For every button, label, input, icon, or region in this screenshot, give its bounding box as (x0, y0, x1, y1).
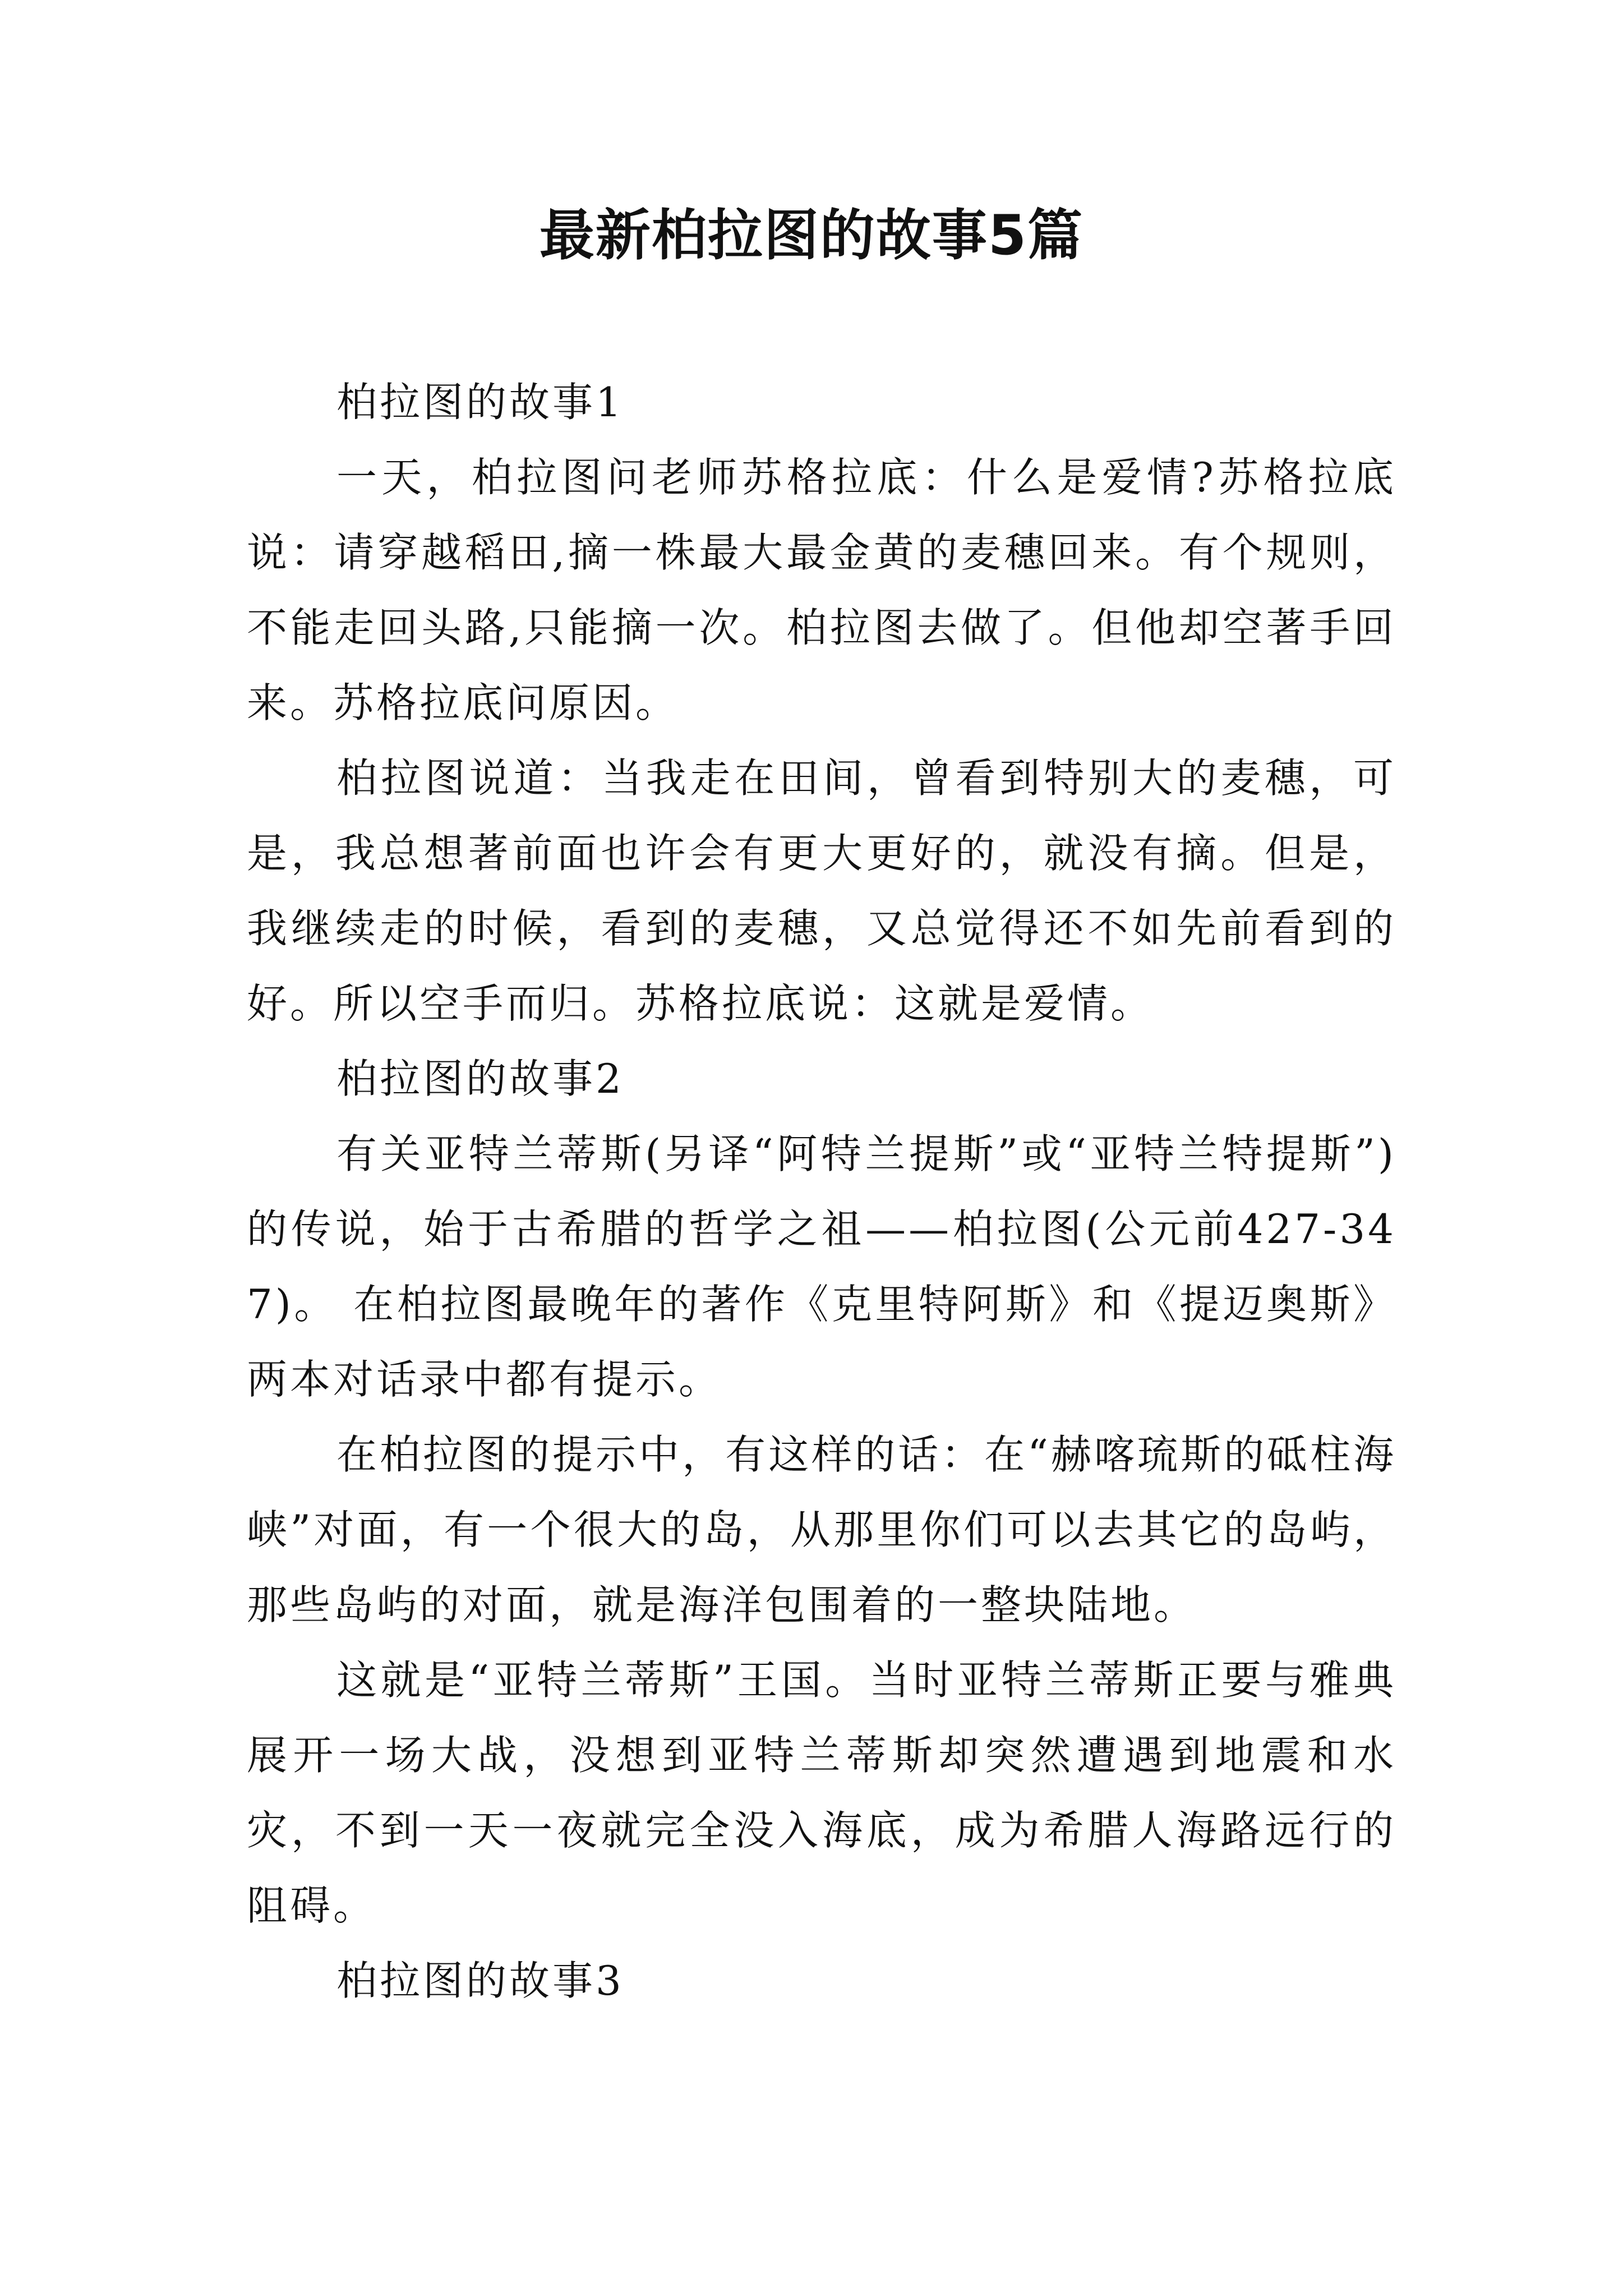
paragraph: 这就是“亚特兰蒂斯”王国。当时亚特兰蒂斯正要与雅典展开一场大战，没想到亚特兰蒂斯却突然遭遇到地震和水灾，不到一天一夜就完全没入海底，成为希腊人海路远行的阻碍。 (247, 1657, 1396, 1929)
section-heading-2: 柏拉图的故事2 (336, 1055, 624, 1102)
section-heading-3: 柏拉图的故事3 (336, 1957, 624, 2004)
document-body (247, 365, 1396, 2018)
paragraph: 一天，柏拉图问老师苏格拉底：什么是爱情?苏格拉底说：请穿越稻田,摘一株最大最金黄的麦穗回来。有个规则，不能走回头路,只能摘一次。柏拉图去做了。但他却空著手回来。苏格拉底问原因。 (247, 454, 1396, 726)
paragraph: 在柏拉图的提示中，有这样的话：在“赫喀琉斯的砥柱海峡”对面，有一个很大的岛，从那里你们可以去其它的岛屿，那些岛屿的对面，就是海洋包围着的一整块陆地。 (247, 1431, 1396, 1628)
document-title: 最新柏拉图的故事5篇 (539, 204, 1084, 268)
paragraph: 有关亚特兰蒂斯(另译“阿特兰提斯”或“亚特兰特提斯”)的传说，始于古希腊的哲学之祖——柏拉图(公元前427-347)。 在柏拉图最晚年的著作《克里特阿斯》和《提迈奥斯》两本对话录中都有提示。 (247, 1130, 1396, 1403)
paragraph: 柏拉图说道：当我走在田间，曾看到特别大的麦穗，可是，我总想著前面也许会有更大更好的，就没有摘。但是，我继续走的时候，看到的麦穗，又总觉得还不如先前看到的好。所以空手而归。苏格拉底说：这就是爱情。 (247, 754, 1396, 1027)
section-heading-1: 柏拉图的故事1 (336, 379, 624, 426)
